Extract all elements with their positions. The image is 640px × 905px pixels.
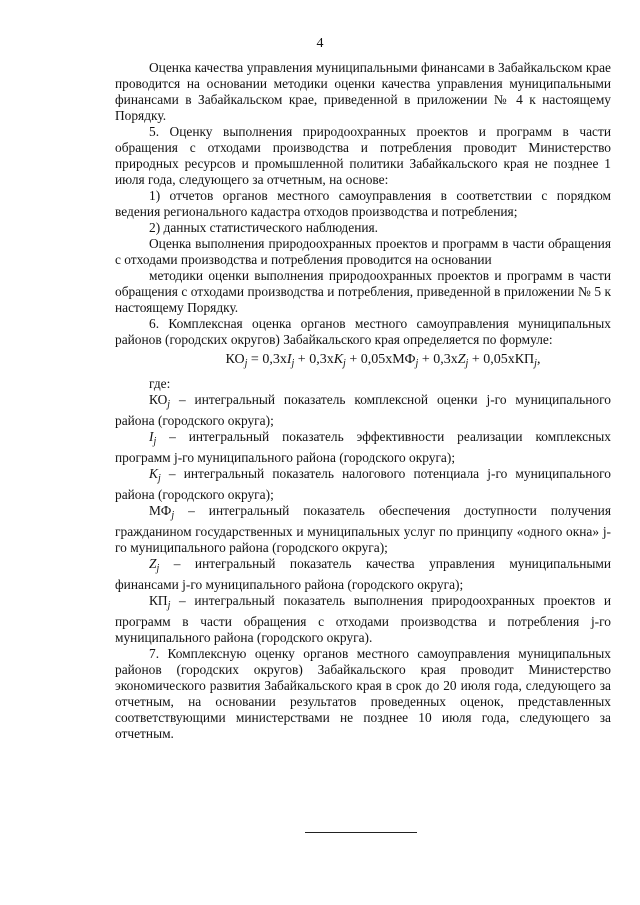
definition-kp (115, 593, 611, 646)
formula-c3: 0,05хМФ (360, 352, 416, 367)
definition-k-text: – интегральный показатель налогового потенциала j-го муниципального района (городского округа); (115, 466, 611, 502)
definition-i-text: – интегральный показатель эффективности реализации комплексных программ j-го муниципального района (городского округа); (115, 429, 611, 465)
definition-z-text: – интегральный показатель качества управления муниципальными финансами j-го муниципального района (городского округа); (115, 556, 611, 592)
formula-v4: Z (457, 352, 466, 367)
paragraph-6: 6. Комплексная оценка органов местного самоуправления муниципальных районов (городских округов) Забайкальского края определяется по формуле: (115, 316, 611, 347)
definition-i (115, 429, 611, 466)
formula-sub-5: j (534, 358, 537, 369)
symbol-i: I (149, 429, 154, 444)
paragraph-eco-assessment: Оценка выполнения природоохранных проектов и программ в части обращения с отходами производства и потребления проводится на основании (115, 236, 611, 267)
formula-sub-4: j (465, 358, 469, 369)
formula-lhs: КО (225, 352, 245, 367)
symbol-k: K (149, 466, 158, 481)
formula-end: , (536, 352, 541, 367)
symbol-k-sub: j (157, 473, 161, 484)
paragraph-5-item-2: 2) данных статистического наблюдения. (149, 220, 379, 235)
end-separator-line (305, 832, 417, 833)
formula-plus-3: + (421, 352, 430, 367)
formula-c4: 0,3х (433, 352, 458, 367)
symbol-kp: КП (149, 593, 168, 608)
definition-ko (115, 392, 611, 429)
symbol-z: Z (149, 556, 157, 571)
formula-plus-2: + (349, 352, 358, 367)
paragraph-eco-methodology: методики оценки выполнения природоохранных проектов и программ в части обращения с отходами производства и потребления, приведенной в приложении № 5 к настоящему Порядку. (115, 268, 611, 315)
formula-v2: K (333, 352, 344, 367)
formula-sub: j (244, 358, 248, 369)
formula-plus-1: + (297, 352, 306, 367)
definition-mf-text: – интегральный показатель обеспечения доступности получения гражданином государственных и муниципальных услуг по принципу «одного окна» j-го муниципального района (городского округа); (115, 503, 611, 555)
symbol-mf: МФ (149, 503, 172, 518)
symbol-ko: КО (149, 392, 168, 407)
page-number: 4 (316, 36, 324, 51)
document-body (115, 60, 611, 742)
definition-kp-text: – интегральный показатель выполнения природоохранных проектов и программ в части обращения с отходами производства и потребления j-го муниципального района (городского округа). (115, 593, 611, 645)
where-label: где: (149, 376, 171, 391)
formula-c5: 0,05хКП (483, 352, 535, 367)
definition-z (115, 556, 611, 593)
definition-mf (115, 503, 611, 556)
formula-sub-3: j (415, 358, 419, 369)
formula-v1: I (286, 352, 292, 367)
formula-sub-2: j (343, 358, 346, 369)
formula-sub-1: j (291, 358, 295, 369)
symbol-ko-sub: j (167, 399, 171, 410)
paragraph-5-item-1: 1) отчетов органов местного самоуправления в соответствии с порядком ведения регионального кадастра отходов производства и потребления; (115, 188, 611, 219)
formula (155, 350, 611, 374)
paragraph-finance-quality: Оценка качества управления муниципальными финансами в Забайкальском крае проводится на основании методики оценки качества управления муниципальными финансами в Забайкальском крае, приведенной в приложении № 4 к настоящему Порядку. (115, 60, 611, 123)
paragraph-5: 5. Оценку выполнения природоохранных проектов и программ в части обращения с отходами производства и потребления проводит Министерство природных ресурсов и промышленной политики Забайкальского края не позднее 1 июля года, следующего за отчетным, на основе: (115, 124, 611, 187)
symbol-kp-sub: j (167, 600, 171, 611)
paragraph-7: 7. Комплексную оценку органов местного самоуправления муниципальных районов (городских округов) Забайкальского края проводит Министерство экономического развития Забайкальского края в срок до 20 июля года, следующего за отчетным, на основании результатов проведенных оценок, представленных соответствующими министерствами не позднее 10 июля года, следующего за отчетным. (115, 646, 611, 741)
symbol-z-sub: j (156, 563, 160, 574)
definition-k (115, 466, 611, 503)
formula-c1: 0,3х (262, 352, 287, 367)
formula-eq: = (250, 352, 259, 367)
symbol-i-sub: j (153, 436, 157, 447)
formula-c2: 0,3х (309, 352, 334, 367)
symbol-mf-sub: j (171, 510, 175, 521)
formula-plus-4: + (471, 352, 480, 367)
definition-ko-text: – интегральный показатель комплексной оценки j-го муниципального района (городского округа); (115, 392, 611, 428)
